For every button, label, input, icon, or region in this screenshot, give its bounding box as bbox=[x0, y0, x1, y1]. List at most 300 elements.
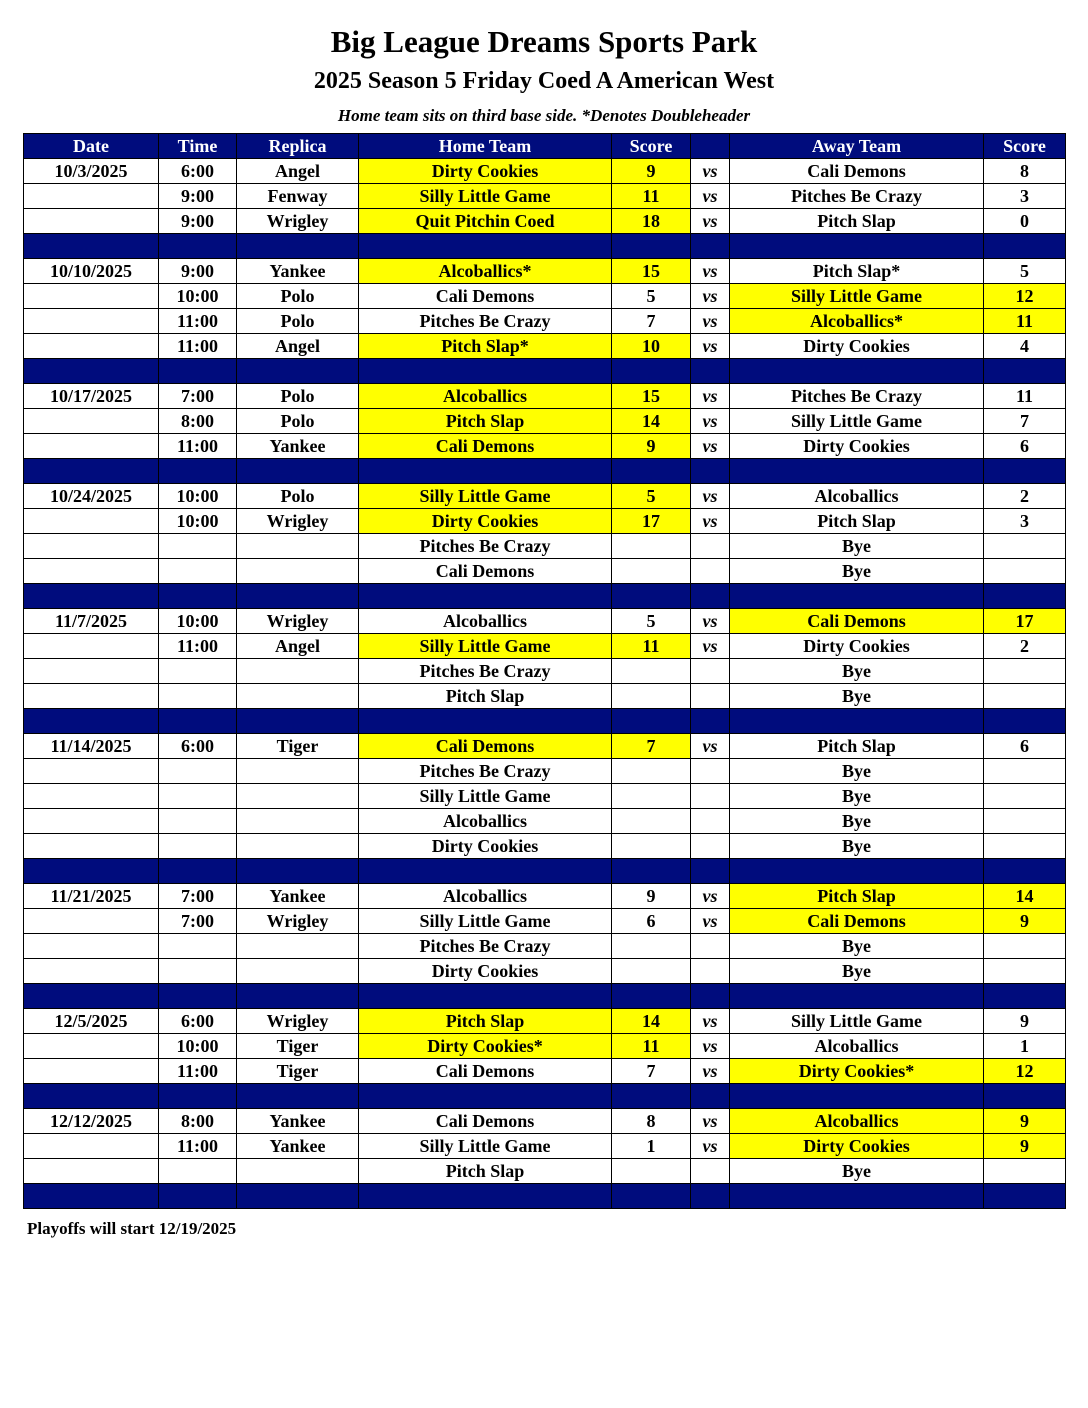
away-team-cell: Bye bbox=[730, 559, 984, 584]
col-header-time: Time bbox=[159, 134, 237, 159]
replica-cell bbox=[237, 959, 359, 984]
separator-cell bbox=[612, 1084, 691, 1109]
separator-cell bbox=[159, 584, 237, 609]
vs-cell: vs bbox=[691, 384, 730, 409]
game-row bbox=[24, 659, 1066, 684]
time-cell: 11:00 bbox=[159, 1134, 237, 1159]
vs-cell: vs bbox=[691, 1109, 730, 1134]
away-score-cell: 17 bbox=[984, 609, 1066, 634]
home-team-cell: Pitches Be Crazy bbox=[359, 934, 612, 959]
separator-cell bbox=[612, 234, 691, 259]
game-row bbox=[24, 534, 1066, 559]
replica-cell: Angel bbox=[237, 634, 359, 659]
separator-cell bbox=[984, 1084, 1066, 1109]
time-cell: 10:00 bbox=[159, 509, 237, 534]
week-separator-row bbox=[24, 1184, 1066, 1209]
week-separator-row bbox=[24, 1084, 1066, 1109]
vs-cell: vs bbox=[691, 284, 730, 309]
away-team-cell: Pitch Slap bbox=[730, 734, 984, 759]
away-team-cell: Bye bbox=[730, 1159, 984, 1184]
away-score-cell: 2 bbox=[984, 634, 1066, 659]
vs-cell: vs bbox=[691, 434, 730, 459]
col-header-away-team: Away Team bbox=[730, 134, 984, 159]
away-score-cell bbox=[984, 1159, 1066, 1184]
date-cell bbox=[24, 684, 159, 709]
home-score-cell: 1 bbox=[612, 1134, 691, 1159]
replica-cell: Polo bbox=[237, 284, 359, 309]
away-team-cell: Dirty Cookies bbox=[730, 634, 984, 659]
separator-cell bbox=[24, 234, 159, 259]
home-score-cell bbox=[612, 959, 691, 984]
game-row bbox=[24, 434, 1066, 459]
separator-cell bbox=[237, 459, 359, 484]
home-score-cell: 15 bbox=[612, 259, 691, 284]
away-score-cell bbox=[984, 834, 1066, 859]
replica-cell bbox=[237, 1159, 359, 1184]
time-cell: 7:00 bbox=[159, 884, 237, 909]
vs-cell: vs bbox=[691, 634, 730, 659]
home-score-cell: 5 bbox=[612, 284, 691, 309]
replica-cell: Wrigley bbox=[237, 509, 359, 534]
home-score-cell bbox=[612, 759, 691, 784]
col-header-home-score: Score bbox=[612, 134, 691, 159]
separator-cell bbox=[691, 234, 730, 259]
separator-cell bbox=[359, 1184, 612, 1209]
away-score-cell: 9 bbox=[984, 909, 1066, 934]
game-row bbox=[24, 1009, 1066, 1034]
away-score-cell bbox=[984, 759, 1066, 784]
home-team-cell: Alcoballics bbox=[359, 609, 612, 634]
away-score-cell: 1 bbox=[984, 1034, 1066, 1059]
time-cell: 11:00 bbox=[159, 1059, 237, 1084]
away-score-cell bbox=[984, 784, 1066, 809]
separator-cell bbox=[730, 584, 984, 609]
vs-cell bbox=[691, 559, 730, 584]
away-team-cell: Pitch Slap bbox=[730, 209, 984, 234]
separator-cell bbox=[237, 709, 359, 734]
home-team-cell: Alcoballics bbox=[359, 809, 612, 834]
game-row bbox=[24, 1109, 1066, 1134]
date-cell bbox=[24, 1159, 159, 1184]
vs-cell bbox=[691, 534, 730, 559]
game-row bbox=[24, 809, 1066, 834]
replica-cell bbox=[237, 834, 359, 859]
separator-cell bbox=[159, 859, 237, 884]
away-score-cell bbox=[984, 684, 1066, 709]
home-score-cell: 9 bbox=[612, 434, 691, 459]
separator-cell bbox=[24, 859, 159, 884]
vs-cell bbox=[691, 959, 730, 984]
game-row bbox=[24, 384, 1066, 409]
away-team-cell: Pitch Slap* bbox=[730, 259, 984, 284]
home-score-cell: 11 bbox=[612, 1034, 691, 1059]
vs-cell: vs bbox=[691, 734, 730, 759]
replica-cell: Wrigley bbox=[237, 609, 359, 634]
game-row bbox=[24, 259, 1066, 284]
replica-cell: Yankee bbox=[237, 259, 359, 284]
away-score-cell: 12 bbox=[984, 1059, 1066, 1084]
week-separator-row bbox=[24, 459, 1066, 484]
time-cell bbox=[159, 809, 237, 834]
away-score-cell: 12 bbox=[984, 284, 1066, 309]
replica-cell: Yankee bbox=[237, 884, 359, 909]
game-row bbox=[24, 1034, 1066, 1059]
game-row bbox=[24, 784, 1066, 809]
vs-cell: vs bbox=[691, 609, 730, 634]
time-cell bbox=[159, 659, 237, 684]
away-team-cell: Bye bbox=[730, 534, 984, 559]
week-separator-row bbox=[24, 859, 1066, 884]
separator-cell bbox=[691, 709, 730, 734]
away-score-cell bbox=[984, 534, 1066, 559]
game-row bbox=[24, 334, 1066, 359]
home-team-cell: Cali Demons bbox=[359, 434, 612, 459]
col-header-away-score: Score bbox=[984, 134, 1066, 159]
home-score-cell: 11 bbox=[612, 634, 691, 659]
time-cell bbox=[159, 934, 237, 959]
week-separator-row bbox=[24, 984, 1066, 1009]
col-header-home-team: Home Team bbox=[359, 134, 612, 159]
date-cell bbox=[24, 184, 159, 209]
home-score-cell bbox=[612, 834, 691, 859]
away-team-cell: Dirty Cookies* bbox=[730, 1059, 984, 1084]
date-cell: 11/7/2025 bbox=[24, 609, 159, 634]
game-row bbox=[24, 159, 1066, 184]
vs-cell: vs bbox=[691, 184, 730, 209]
col-header-date: Date bbox=[24, 134, 159, 159]
replica-cell: Polo bbox=[237, 484, 359, 509]
separator-cell bbox=[359, 234, 612, 259]
away-score-cell bbox=[984, 809, 1066, 834]
vs-cell: vs bbox=[691, 334, 730, 359]
vs-cell bbox=[691, 834, 730, 859]
home-score-cell bbox=[612, 809, 691, 834]
home-team-cell: Pitch Slap bbox=[359, 1009, 612, 1034]
away-team-cell: Bye bbox=[730, 934, 984, 959]
away-score-cell: 6 bbox=[984, 434, 1066, 459]
away-team-cell: Bye bbox=[730, 759, 984, 784]
replica-cell: Yankee bbox=[237, 434, 359, 459]
date-cell bbox=[24, 809, 159, 834]
vs-cell bbox=[691, 659, 730, 684]
vs-cell bbox=[691, 784, 730, 809]
away-team-cell: Alcoballics* bbox=[730, 309, 984, 334]
separator-cell bbox=[237, 1084, 359, 1109]
home-score-cell: 18 bbox=[612, 209, 691, 234]
date-cell bbox=[24, 834, 159, 859]
separator-cell bbox=[691, 459, 730, 484]
game-row bbox=[24, 1159, 1066, 1184]
replica-cell: Wrigley bbox=[237, 1009, 359, 1034]
replica-cell: Polo bbox=[237, 384, 359, 409]
time-cell bbox=[159, 534, 237, 559]
time-cell bbox=[159, 834, 237, 859]
date-cell bbox=[24, 784, 159, 809]
separator-cell bbox=[359, 709, 612, 734]
vs-cell: vs bbox=[691, 884, 730, 909]
replica-cell: Tiger bbox=[237, 1059, 359, 1084]
replica-cell bbox=[237, 784, 359, 809]
home-score-cell: 5 bbox=[612, 609, 691, 634]
home-team-cell: Silly Little Game bbox=[359, 634, 612, 659]
home-team-cell: Silly Little Game bbox=[359, 909, 612, 934]
home-team-cell: Quit Pitchin Coed bbox=[359, 209, 612, 234]
date-cell: 12/5/2025 bbox=[24, 1009, 159, 1034]
time-cell: 9:00 bbox=[159, 209, 237, 234]
week-separator-row bbox=[24, 234, 1066, 259]
time-cell: 11:00 bbox=[159, 434, 237, 459]
home-score-cell: 7 bbox=[612, 309, 691, 334]
home-team-cell: Pitch Slap bbox=[359, 684, 612, 709]
date-cell bbox=[24, 909, 159, 934]
vs-cell: vs bbox=[691, 159, 730, 184]
home-team-cell: Dirty Cookies bbox=[359, 959, 612, 984]
home-team-cell: Cali Demons bbox=[359, 734, 612, 759]
home-score-cell bbox=[612, 1159, 691, 1184]
away-team-cell: Bye bbox=[730, 834, 984, 859]
time-cell: 6:00 bbox=[159, 1009, 237, 1034]
separator-cell bbox=[24, 359, 159, 384]
away-team-cell: Bye bbox=[730, 684, 984, 709]
away-score-cell: 9 bbox=[984, 1109, 1066, 1134]
home-team-note: Home team sits on third base side. *Denotes Doubleheader bbox=[337, 106, 751, 125]
separator-cell bbox=[730, 359, 984, 384]
home-team-cell: Cali Demons bbox=[359, 284, 612, 309]
vs-cell: vs bbox=[691, 1059, 730, 1084]
away-score-cell: 14 bbox=[984, 884, 1066, 909]
away-team-cell: Pitch Slap bbox=[730, 884, 984, 909]
home-team-cell: Silly Little Game bbox=[359, 484, 612, 509]
separator-cell bbox=[730, 859, 984, 884]
time-cell bbox=[159, 959, 237, 984]
game-row bbox=[24, 484, 1066, 509]
away-score-cell: 9 bbox=[984, 1009, 1066, 1034]
home-score-cell: 9 bbox=[612, 884, 691, 909]
vs-cell: vs bbox=[691, 1009, 730, 1034]
vs-cell: vs bbox=[691, 309, 730, 334]
separator-cell bbox=[730, 709, 984, 734]
time-cell: 6:00 bbox=[159, 734, 237, 759]
away-score-cell: 3 bbox=[984, 509, 1066, 534]
game-row bbox=[24, 559, 1066, 584]
separator-cell bbox=[612, 359, 691, 384]
time-cell: 10:00 bbox=[159, 484, 237, 509]
replica-cell: Tiger bbox=[237, 734, 359, 759]
separator-cell bbox=[24, 584, 159, 609]
vs-cell bbox=[691, 759, 730, 784]
home-team-cell: Pitches Be Crazy bbox=[359, 534, 612, 559]
vs-cell: vs bbox=[691, 1134, 730, 1159]
date-cell bbox=[24, 309, 159, 334]
away-team-cell: Silly Little Game bbox=[730, 1009, 984, 1034]
separator-cell bbox=[24, 1184, 159, 1209]
separator-cell bbox=[237, 359, 359, 384]
time-cell: 8:00 bbox=[159, 1109, 237, 1134]
date-cell bbox=[24, 759, 159, 784]
date-cell: 10/24/2025 bbox=[24, 484, 159, 509]
game-row bbox=[24, 909, 1066, 934]
home-score-cell: 17 bbox=[612, 509, 691, 534]
separator-cell bbox=[159, 709, 237, 734]
replica-cell bbox=[237, 934, 359, 959]
separator-cell bbox=[237, 859, 359, 884]
separator-cell bbox=[691, 1084, 730, 1109]
separator-cell bbox=[984, 1184, 1066, 1209]
home-score-cell: 6 bbox=[612, 909, 691, 934]
away-team-cell: Cali Demons bbox=[730, 909, 984, 934]
away-team-cell: Dirty Cookies bbox=[730, 1134, 984, 1159]
separator-cell bbox=[612, 709, 691, 734]
away-score-cell bbox=[984, 559, 1066, 584]
time-cell bbox=[159, 759, 237, 784]
replica-cell bbox=[237, 659, 359, 684]
away-team-cell: Cali Demons bbox=[730, 609, 984, 634]
separator-cell bbox=[612, 459, 691, 484]
separator-cell bbox=[237, 1184, 359, 1209]
home-score-cell: 7 bbox=[612, 734, 691, 759]
separator-cell bbox=[691, 1184, 730, 1209]
home-team-cell: Dirty Cookies bbox=[359, 159, 612, 184]
separator-cell bbox=[984, 584, 1066, 609]
replica-cell bbox=[237, 684, 359, 709]
separator-cell bbox=[612, 984, 691, 1009]
replica-cell bbox=[237, 534, 359, 559]
time-cell: 9:00 bbox=[159, 259, 237, 284]
home-score-cell bbox=[612, 934, 691, 959]
away-score-cell bbox=[984, 959, 1066, 984]
page-subtitle: 2025 Season 5 Friday Coed A American West bbox=[313, 68, 775, 94]
game-row bbox=[24, 409, 1066, 434]
home-score-cell: 8 bbox=[612, 1109, 691, 1134]
schedule-table bbox=[23, 133, 1066, 1209]
separator-cell bbox=[159, 359, 237, 384]
away-score-cell bbox=[984, 659, 1066, 684]
home-score-cell bbox=[612, 684, 691, 709]
game-row bbox=[24, 509, 1066, 534]
home-team-cell: Dirty Cookies bbox=[359, 509, 612, 534]
date-cell bbox=[24, 409, 159, 434]
separator-cell bbox=[237, 984, 359, 1009]
separator-cell bbox=[984, 459, 1066, 484]
home-score-cell bbox=[612, 659, 691, 684]
separator-cell bbox=[691, 359, 730, 384]
separator-cell bbox=[984, 709, 1066, 734]
game-row bbox=[24, 834, 1066, 859]
home-team-cell: Pitch Slap bbox=[359, 1159, 612, 1184]
home-team-cell: Dirty Cookies* bbox=[359, 1034, 612, 1059]
separator-cell bbox=[730, 984, 984, 1009]
vs-cell: vs bbox=[691, 209, 730, 234]
separator-cell bbox=[984, 234, 1066, 259]
separator-cell bbox=[359, 584, 612, 609]
vs-cell bbox=[691, 809, 730, 834]
away-team-cell: Bye bbox=[730, 959, 984, 984]
away-score-cell: 11 bbox=[984, 384, 1066, 409]
playoffs-note: Playoffs will start 12/19/2025 bbox=[27, 1219, 237, 1238]
time-cell: 7:00 bbox=[159, 909, 237, 934]
time-cell bbox=[159, 784, 237, 809]
vs-cell: vs bbox=[691, 409, 730, 434]
away-team-cell: Pitches Be Crazy bbox=[730, 184, 984, 209]
away-team-cell: Bye bbox=[730, 659, 984, 684]
home-team-cell: Pitches Be Crazy bbox=[359, 759, 612, 784]
game-row bbox=[24, 209, 1066, 234]
week-separator-row bbox=[24, 709, 1066, 734]
home-score-cell bbox=[612, 784, 691, 809]
separator-cell bbox=[984, 984, 1066, 1009]
home-score-cell bbox=[612, 559, 691, 584]
vs-cell: vs bbox=[691, 1034, 730, 1059]
replica-cell: Yankee bbox=[237, 1109, 359, 1134]
week-separator-row bbox=[24, 359, 1066, 384]
separator-cell bbox=[359, 359, 612, 384]
vs-cell: vs bbox=[691, 484, 730, 509]
home-team-cell: Cali Demons bbox=[359, 559, 612, 584]
time-cell: 10:00 bbox=[159, 1034, 237, 1059]
vs-cell: vs bbox=[691, 259, 730, 284]
home-team-cell: Pitches Be Crazy bbox=[359, 659, 612, 684]
col-header-replica: Replica bbox=[237, 134, 359, 159]
away-team-cell: Cali Demons bbox=[730, 159, 984, 184]
game-row bbox=[24, 1134, 1066, 1159]
game-row bbox=[24, 884, 1066, 909]
separator-cell bbox=[730, 1084, 984, 1109]
away-team-cell: Alcoballics bbox=[730, 1034, 984, 1059]
home-team-cell: Pitch Slap bbox=[359, 409, 612, 434]
time-cell: 6:00 bbox=[159, 159, 237, 184]
separator-cell bbox=[612, 859, 691, 884]
time-cell: 10:00 bbox=[159, 609, 237, 634]
time-cell: 8:00 bbox=[159, 409, 237, 434]
replica-cell: Tiger bbox=[237, 1034, 359, 1059]
separator-cell bbox=[24, 1084, 159, 1109]
date-cell bbox=[24, 334, 159, 359]
game-row bbox=[24, 959, 1066, 984]
separator-cell bbox=[691, 584, 730, 609]
separator-cell bbox=[359, 984, 612, 1009]
vs-cell: vs bbox=[691, 909, 730, 934]
home-team-cell: Cali Demons bbox=[359, 1109, 612, 1134]
date-cell: 11/14/2025 bbox=[24, 734, 159, 759]
separator-cell bbox=[612, 1184, 691, 1209]
home-score-cell: 11 bbox=[612, 184, 691, 209]
date-cell bbox=[24, 659, 159, 684]
replica-cell: Polo bbox=[237, 309, 359, 334]
home-team-cell: Silly Little Game bbox=[359, 784, 612, 809]
separator-cell bbox=[359, 859, 612, 884]
away-team-cell: Bye bbox=[730, 809, 984, 834]
date-cell: 10/10/2025 bbox=[24, 259, 159, 284]
separator-cell bbox=[24, 709, 159, 734]
away-score-cell: 3 bbox=[984, 184, 1066, 209]
game-row bbox=[24, 284, 1066, 309]
time-cell: 10:00 bbox=[159, 284, 237, 309]
week-separator-row bbox=[24, 584, 1066, 609]
away-score-cell: 0 bbox=[984, 209, 1066, 234]
home-team-cell: Silly Little Game bbox=[359, 184, 612, 209]
home-score-cell: 9 bbox=[612, 159, 691, 184]
home-team-cell: Silly Little Game bbox=[359, 1134, 612, 1159]
time-cell: 11:00 bbox=[159, 634, 237, 659]
home-score-cell: 7 bbox=[612, 1059, 691, 1084]
date-cell bbox=[24, 509, 159, 534]
away-score-cell: 6 bbox=[984, 734, 1066, 759]
away-team-cell: Silly Little Game bbox=[730, 284, 984, 309]
date-cell bbox=[24, 1034, 159, 1059]
date-cell bbox=[24, 284, 159, 309]
time-cell bbox=[159, 559, 237, 584]
replica-cell: Angel bbox=[237, 334, 359, 359]
